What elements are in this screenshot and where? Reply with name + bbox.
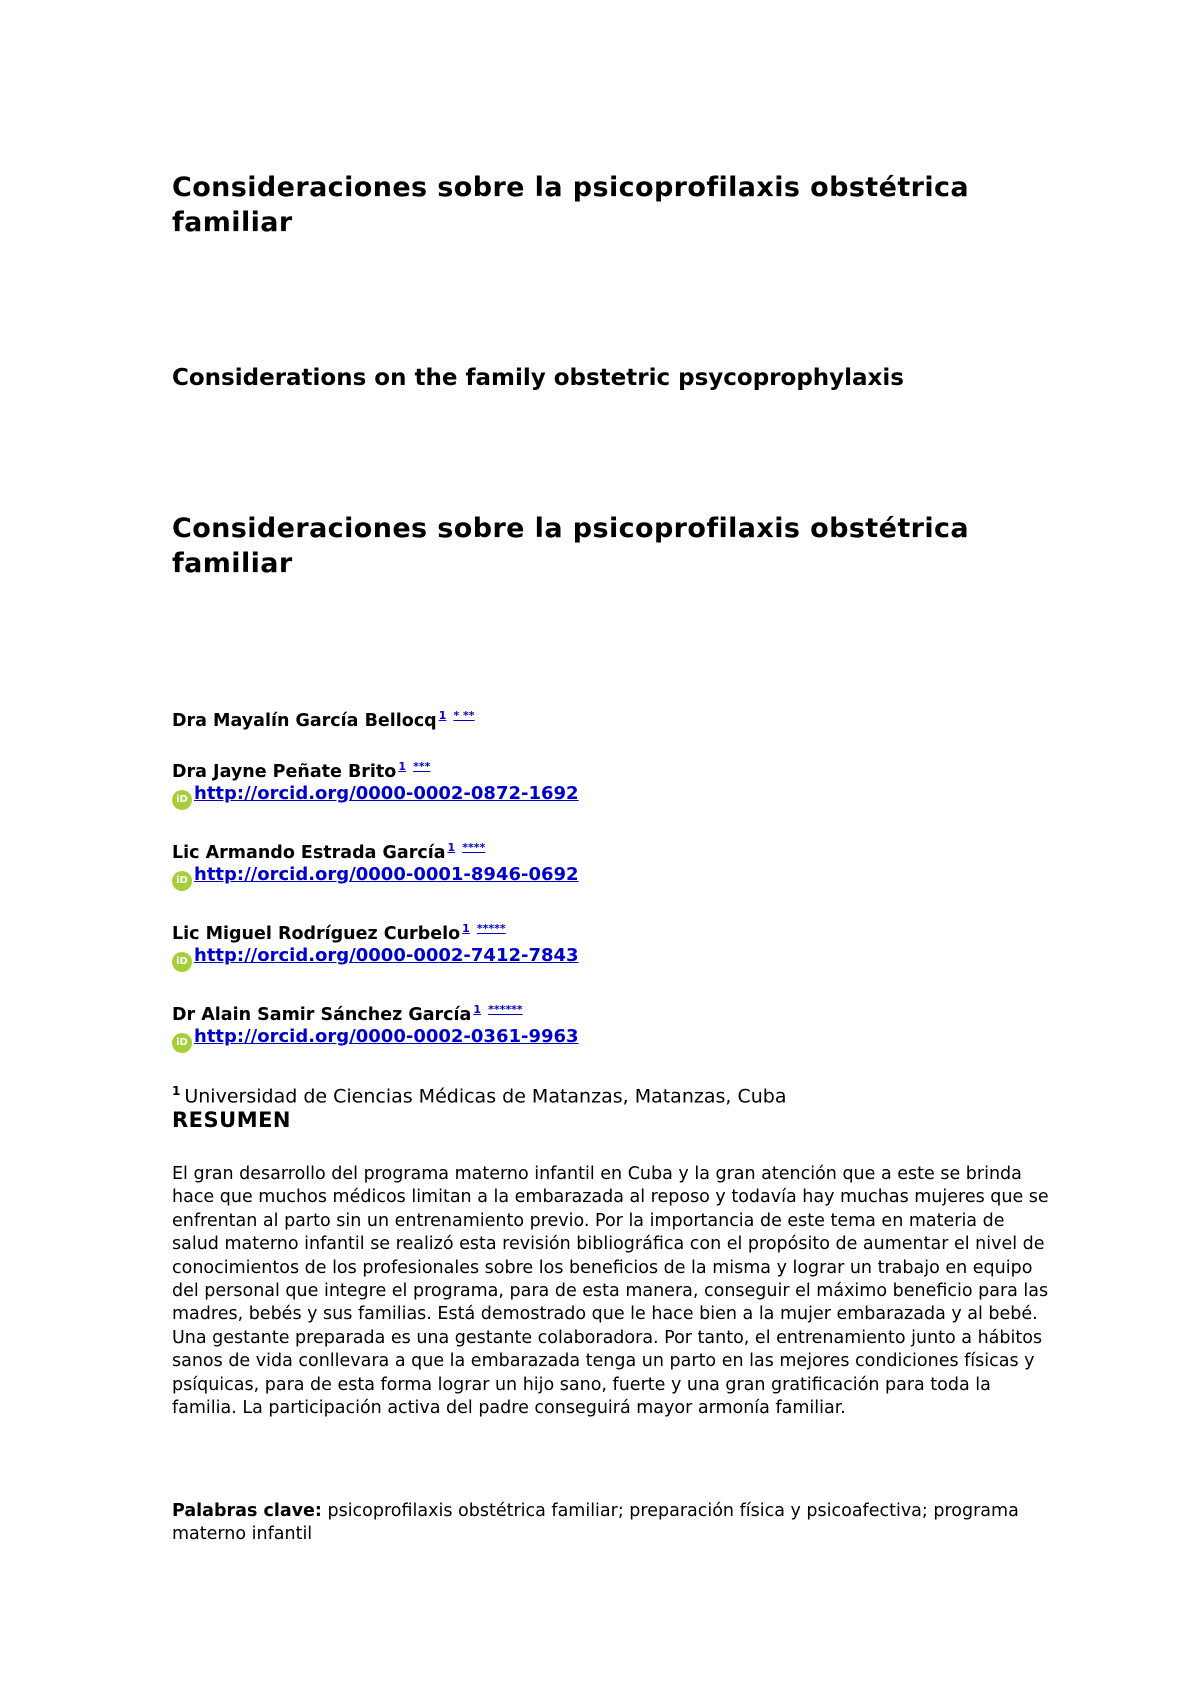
footnote-link[interactable]: ***	[413, 760, 431, 773]
title-spanish-repeat: Consideraciones sobre la psicoprofilaxis obstétrica familiar	[172, 513, 970, 579]
author-name: Lic Armando Estrada García	[172, 842, 446, 863]
title-english: Considerations on the family obstetric psycoprophylaxis	[172, 365, 904, 391]
orcid-icon: iD	[172, 1033, 192, 1053]
keywords-text: psicoprofilaxis obstétrica familiar; preparación física y psicoafectiva; programa materno infantil	[172, 1501, 1019, 1545]
affiliation-link[interactable]: 1	[473, 1003, 482, 1016]
abstract-heading: RESUMEN	[172, 1108, 292, 1132]
footnote-link[interactable]: *****	[476, 922, 506, 935]
orcid-entry	[172, 783, 579, 810]
author-name: Dra Jayne Peñate Brito	[172, 761, 397, 782]
orcid-icon: iD	[172, 952, 192, 972]
keywords-label: Palabras clave:	[172, 1501, 322, 1521]
orcid-icon: iD	[172, 871, 192, 891]
author-name: Lic Miguel Rodríguez Curbelo	[172, 923, 461, 944]
author-entry	[172, 998, 523, 1026]
abstract-text: El gran desarrollo del programa materno infantil en Cuba y la gran atención que a este se brinda hace que muchos médicos limitan a la embarazada al reposo y todavía hay muchas mujeres que se enfrentan al parto sin un entrenamiento previo. Por la importancia de este tema en materia de salud materno infantil se realizó esta revisión bibliográfica con el propósito de aumentar el nivel de conocimientos de los profesionales sobre los beneficios de la misma y lograr un trabajo en equipo del personal que integre el programa, para de esta manera, conseguir el máximo beneficio para las madres, bebés y sus familias. Está demostrado que le hace bien a la mujer embarazada y al bebé. Una gestante preparada es una gestante colaboradora. Por tanto, el entrenamiento junto a hábitos sanos de vida conllevara a que la embarazada tenga un parto en las mejores condiciones físicas y psíquicas, para de esta forma lograr un hijo sano, fuerte y una gran gratificación para toda la familia. La participación activa del padre conseguirá mayor armonía familiar.	[172, 1164, 1049, 1419]
affiliation-link[interactable]: 1	[462, 922, 470, 935]
author-entry	[172, 704, 475, 732]
orcid-link[interactable]: http://orcid.org/0000-0002-0872-1692	[194, 783, 579, 804]
affiliation-link[interactable]: 1	[438, 709, 447, 722]
keywords	[172, 1500, 1052, 1547]
footnote-link[interactable]: ****	[462, 841, 486, 854]
author-entry	[172, 836, 485, 864]
author-name: Dr Alain Samir Sánchez García	[172, 1004, 472, 1025]
orcid-icon: iD	[172, 790, 192, 810]
affiliation-link[interactable]: 1	[398, 760, 406, 773]
orcid-link[interactable]: http://orcid.org/0000-0001-8946-0692	[194, 864, 579, 885]
affiliation-link[interactable]: 1	[447, 841, 456, 854]
affiliation-text: Universidad de Ciencias Médicas de Matanzas, Matanzas, Cuba	[184, 1085, 787, 1108]
author-entry	[172, 755, 430, 783]
orcid-link[interactable]: http://orcid.org/0000-0002-0361-9963	[194, 1026, 579, 1047]
orcid-link[interactable]: http://orcid.org/0000-0002-7412-7843	[194, 945, 579, 966]
author-name: Dra Mayalín García Bellocq	[172, 710, 437, 731]
orcid-entry	[172, 864, 579, 891]
orcid-entry	[172, 1026, 579, 1053]
author-entry	[172, 917, 506, 945]
footnote-link[interactable]: * **	[453, 709, 475, 722]
title-spanish: Consideraciones sobre la psicoprofilaxis obstétrica familiar	[172, 172, 970, 238]
affiliation	[172, 1079, 786, 1108]
affiliation-mark: 1	[172, 1084, 181, 1098]
orcid-entry	[172, 945, 579, 972]
footnote-link[interactable]: ******	[488, 1003, 523, 1016]
